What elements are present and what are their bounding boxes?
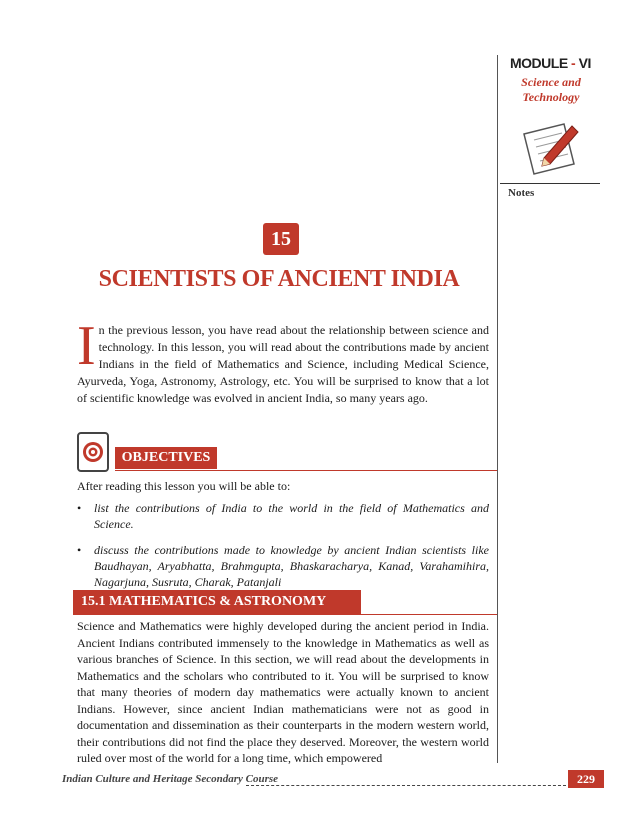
module-number: VI (578, 55, 591, 71)
notes-label: Notes (508, 187, 535, 199)
bullet-icon: • (77, 543, 82, 557)
page-number: 229 (568, 770, 604, 788)
margin-rule (497, 55, 498, 763)
module-subject (506, 75, 596, 105)
target-icon (77, 432, 109, 472)
notes-rule (500, 183, 600, 184)
objective-text: discuss the contributions made to knowledge by ancient Indian scientists like Baudhayan, Aryabhatta, Brahmgupta, Bhaskaracharya, Kanad, Varahamihira, Nagarjuna, Susruta, Charak, Patanjali (94, 543, 489, 589)
objective-text: list the contributions of India to the world in the field of Mathematics and Science. (94, 501, 489, 531)
objective-item (77, 500, 489, 532)
drop-cap: I (77, 315, 96, 377)
section-heading: 15.1 MATHEMATICS & ASTRONOMY (73, 590, 361, 614)
section-rule (73, 614, 497, 615)
objectives-lead: After reading this lesson you will be able to: (77, 479, 291, 493)
objective-item (77, 542, 489, 590)
objectives-heading: OBJECTIVES (115, 447, 217, 469)
bullet-icon: • (77, 501, 82, 515)
chapter-title: SCIENTISTS OF ANCIENT INDIA (98, 266, 460, 292)
subject-line-2: Technology (522, 90, 580, 104)
intro-text: n the previous lesson, you have read about the relationship between science and technology. In this lesson, you will read about the contributions made by ancient Indians in the field of Mathematics and Science, including Medical Science, Ayurveda, Yoga, Astronomy, Astrology, etc. You will be surprised to know that a lot of scientific knowledge was evolved in ancient India, so many years ago. (77, 323, 489, 405)
module-dash: - (567, 55, 579, 71)
footer-dashed-rule (246, 785, 566, 786)
module-label (510, 55, 591, 71)
section-paragraph: Science and Mathematics were highly developed during the ancient period in India. Ancient Indians contributed immensely to the knowledge in Mathematics as well as various branches of Science. In this section, we will read about the developments in Mathematics and the scholars who contributed to it. You will be surprised to know that many theories of modern day mathematics were actually known to ancient Indians. However, since ancient Indian mathematicians were not as good in documentation and dissemination as their counterparts in the modern western world, their contributions did not find the place they deserved. Moreover, the western world ruled over most of the world for a long time, which empowered (77, 619, 489, 765)
objectives-rule (115, 470, 497, 471)
objectives-list (77, 500, 489, 600)
chapter-number: 15 (263, 223, 299, 255)
footer-course-title: Indian Culture and Heritage Secondary Course (62, 773, 279, 785)
subject-line-1: Science and (521, 75, 581, 89)
module-word: MODULE (510, 55, 568, 71)
intro-paragraph (77, 315, 489, 407)
pen-paper-icon (520, 120, 582, 178)
